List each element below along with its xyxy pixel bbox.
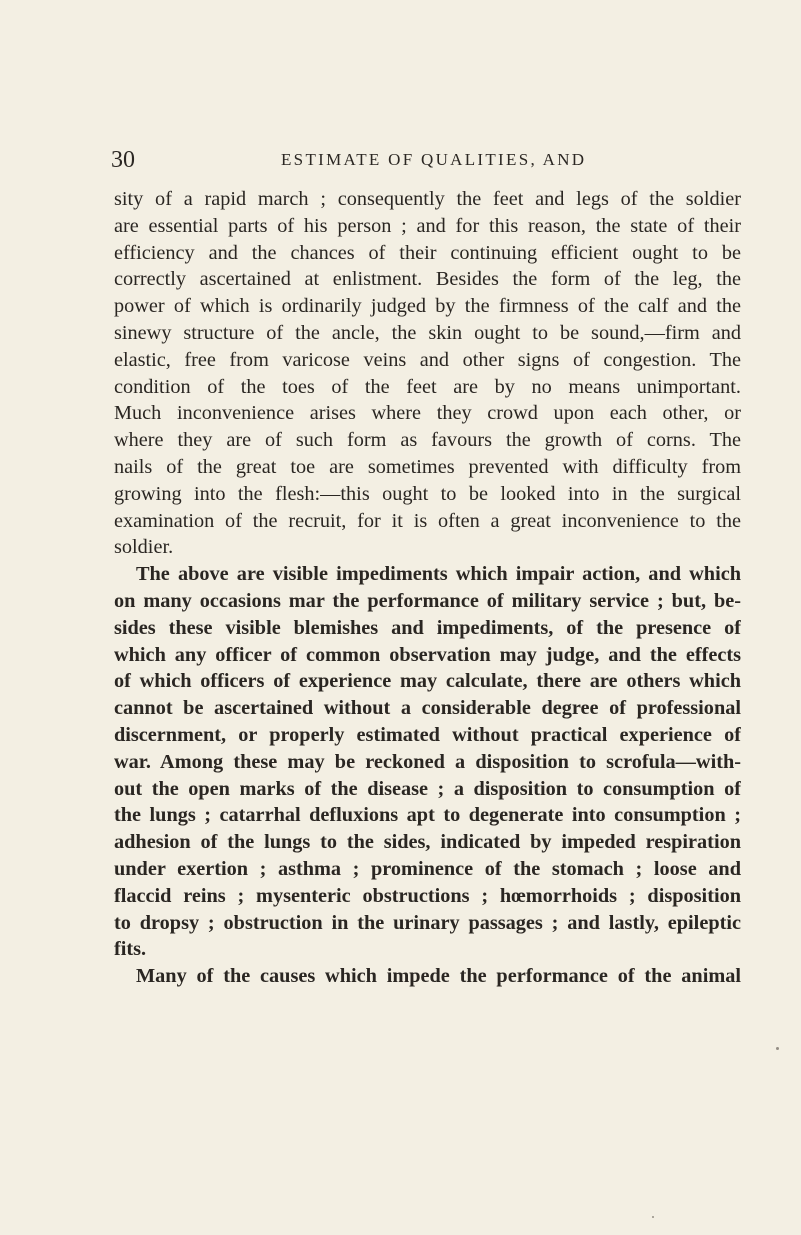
text-line: which any officer of common observation may judge, and the effects (114, 643, 741, 666)
text-line: correctly ascertained at enlistment. Besides the form of the leg, the (114, 268, 741, 291)
text-line: war. Among these may be reckoned a disposition to scrofula—with- (114, 750, 741, 773)
paragraph-2 (114, 561, 741, 963)
text-line: The above are visible impediments which impair action, and which (136, 563, 741, 586)
text-line: power of which is ordinarily judged by the firmness of the calf and the (114, 295, 741, 318)
text-line: where they are of such form as favours the growth of corns. The (114, 429, 741, 452)
text-line: elastic, free from varicose veins and other signs of congestion. The (114, 348, 741, 371)
text-line: sinewy structure of the ancle, the skin ought to be sound,—firm and (114, 321, 741, 344)
text-line: out the open marks of the disease ; a disposition to consumption of (114, 777, 741, 800)
paragraph-1 (114, 186, 741, 561)
text-line: efficiency and the chances of their continuing efficient ought to be (114, 241, 741, 264)
text-line: the lungs ; catarrhal defluxions apt to degenerate into consumption ; (114, 804, 741, 827)
text-line: flaccid reins ; mysenteric obstructions ; hœmorrhoids ; disposition (114, 884, 741, 907)
paper-speck (776, 1047, 779, 1050)
running-head-title: ESTIMATE OF QUALITIES, AND (281, 150, 587, 169)
page-number: 30 (111, 147, 135, 173)
text-line: of which officers of experience may calculate, there are others which (114, 670, 741, 693)
text-line: under exertion ; asthma ; prominence of the stomach ; loose and (114, 857, 741, 880)
text-line: sity of a rapid march ; consequently the feet and legs of the soldier (114, 188, 741, 210)
text-line: growing into the flesh:—this ought to be looked into in the surgical (114, 482, 741, 505)
text-line: to dropsy ; obstruction in the urinary passages ; and lastly, epileptic (114, 911, 741, 934)
text-line: condition of the toes of the feet are by no means unimportant. (114, 375, 741, 398)
text-line: cannot be ascertained without a considerable degree of professional (114, 697, 741, 720)
text-line: Many of the causes which impede the performance of the animal (136, 965, 741, 988)
text-line: on many occasions mar the performance of military service ; but, be- (114, 589, 741, 612)
text-line: are essential parts of his person ; and for this reason, the state of their (114, 214, 741, 237)
text-line: soldier. (114, 536, 174, 559)
text-line: discernment, or properly estimated without practical experience of (114, 723, 741, 746)
running-head (111, 146, 741, 174)
text-line: adhesion of the lungs to the sides, indicated by impeded respiration (114, 831, 741, 854)
text-line: Much inconvenience arises where they crowd upon each other, or (114, 402, 741, 425)
text-line: examination of the recruit, for it is often a great inconvenience to the (114, 509, 741, 532)
paper-speck (652, 1216, 654, 1218)
paragraph-3 (114, 963, 741, 990)
text-line: fits. (114, 938, 147, 961)
body-text (114, 186, 741, 990)
text-line: nails of the great toe are sometimes prevented with difficulty from (114, 455, 741, 478)
text-line: sides these visible blemishes and impediments, of the presence of (114, 616, 741, 639)
